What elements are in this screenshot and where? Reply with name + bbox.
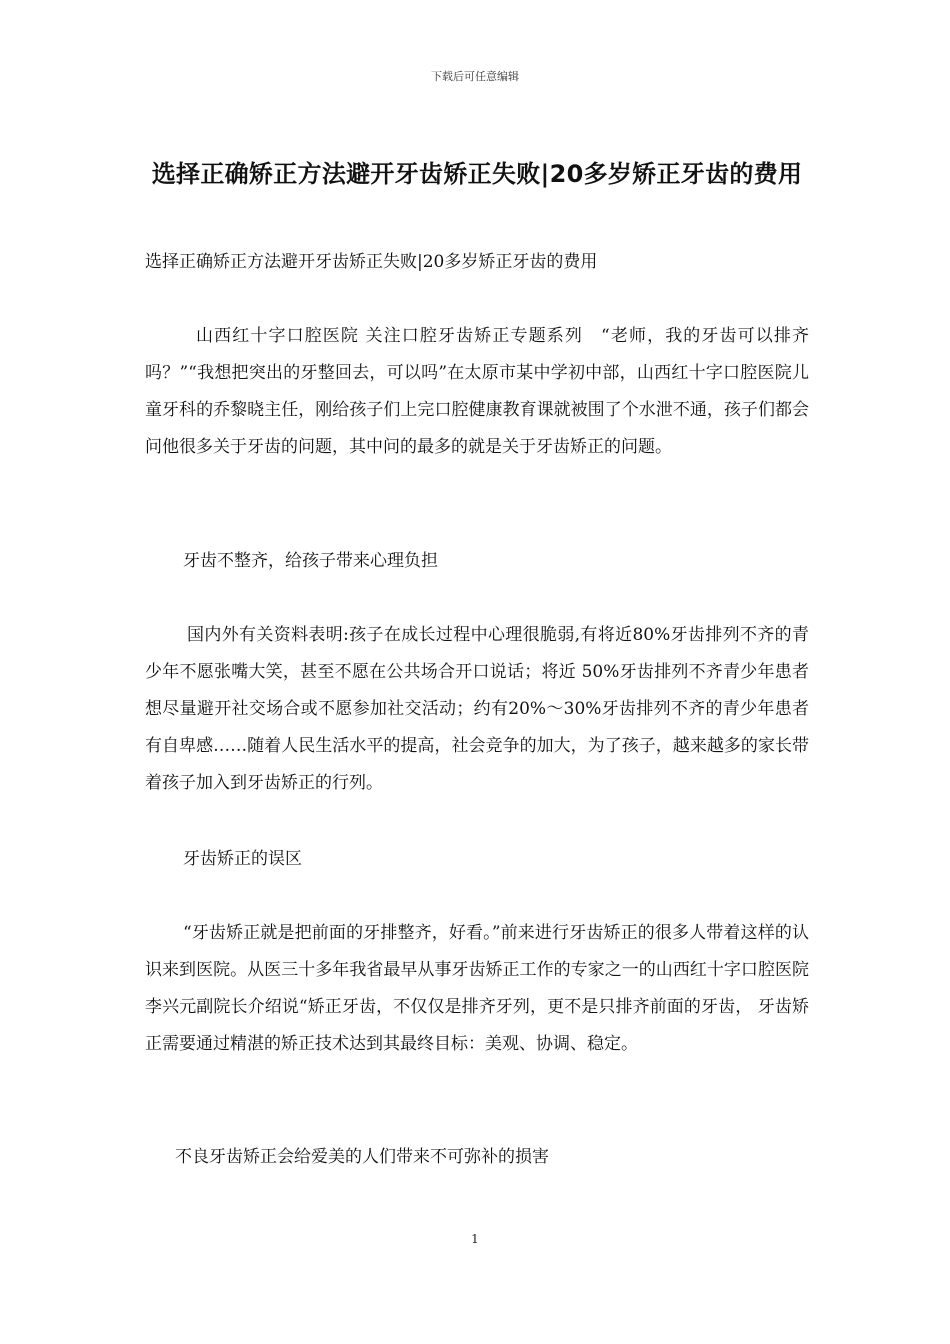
header-note: 下载后可任意编辑 — [431, 70, 519, 83]
section-heading-psychology: 牙齿不整齐，给孩子带来心理负担 — [183, 551, 438, 571]
document-subtitle: 选择正确矫正方法避开牙齿矫正失败|20多岁矫正牙齿的费用 — [145, 252, 598, 272]
section-heading-harm: 不良牙齿矫正会给爱美的人们带来不可弥补的损害 — [175, 1147, 549, 1167]
section-heading-misconceptions: 牙齿矫正的误区 — [183, 849, 302, 869]
paragraph-statistics: 国内外有关资料表明:孩子在成长过程中心理很脆弱,有将近80%牙齿排列不齐的青少年不愿张嘴大笑，甚至不愿在公共场合开口说话；将近 50%牙齿排列不齐青少年患者想尽量避开社交场合或不愿参加社交活动；约有20%～30%牙齿排列不齐的青少年患者有自卑感……随着人民生活水平的提高，社会竞争的加大，为了孩子，越来越多的家长带着孩子加入到牙齿矫正的行列。 — [145, 625, 809, 793]
document-title: 选择正确矫正方法避开牙齿矫正失败|20多岁矫正牙齿的费用 — [151, 160, 803, 188]
paragraph-intro: 山西红十字口腔医院 关注口腔牙齿矫正专题系列 “老师，我的牙齿可以排齐吗？”“我想把突出的牙整回去，可以吗”在太原市某中学初中部，山西红十字口腔医院儿童牙科的乔黎晓主任，刚给孩子们上完口腔健康教育课就被围了个水泄不通，孩子们都会问他很多关于牙齿的问题，其中问的最多的就是关于牙齿矫正的问题。 — [145, 326, 809, 457]
page-number: 1 — [471, 1232, 479, 1246]
paragraph-misconceptions: “牙齿矫正就是把前面的牙排整齐，好看。”前来进行牙齿矫正的很多人带着这样的认识来到医院。从医三十多年我省最早从事牙齿矫正工作的专家之一的山西红十字口腔医院李兴元副院长介绍说“矫正牙齿，不仅仅是排齐牙列，更不是只排齐前面的牙齿， 牙齿矫正需要通过精湛的矫正技术达到其最终目标：美观、协调、稳定。 — [145, 923, 809, 1054]
